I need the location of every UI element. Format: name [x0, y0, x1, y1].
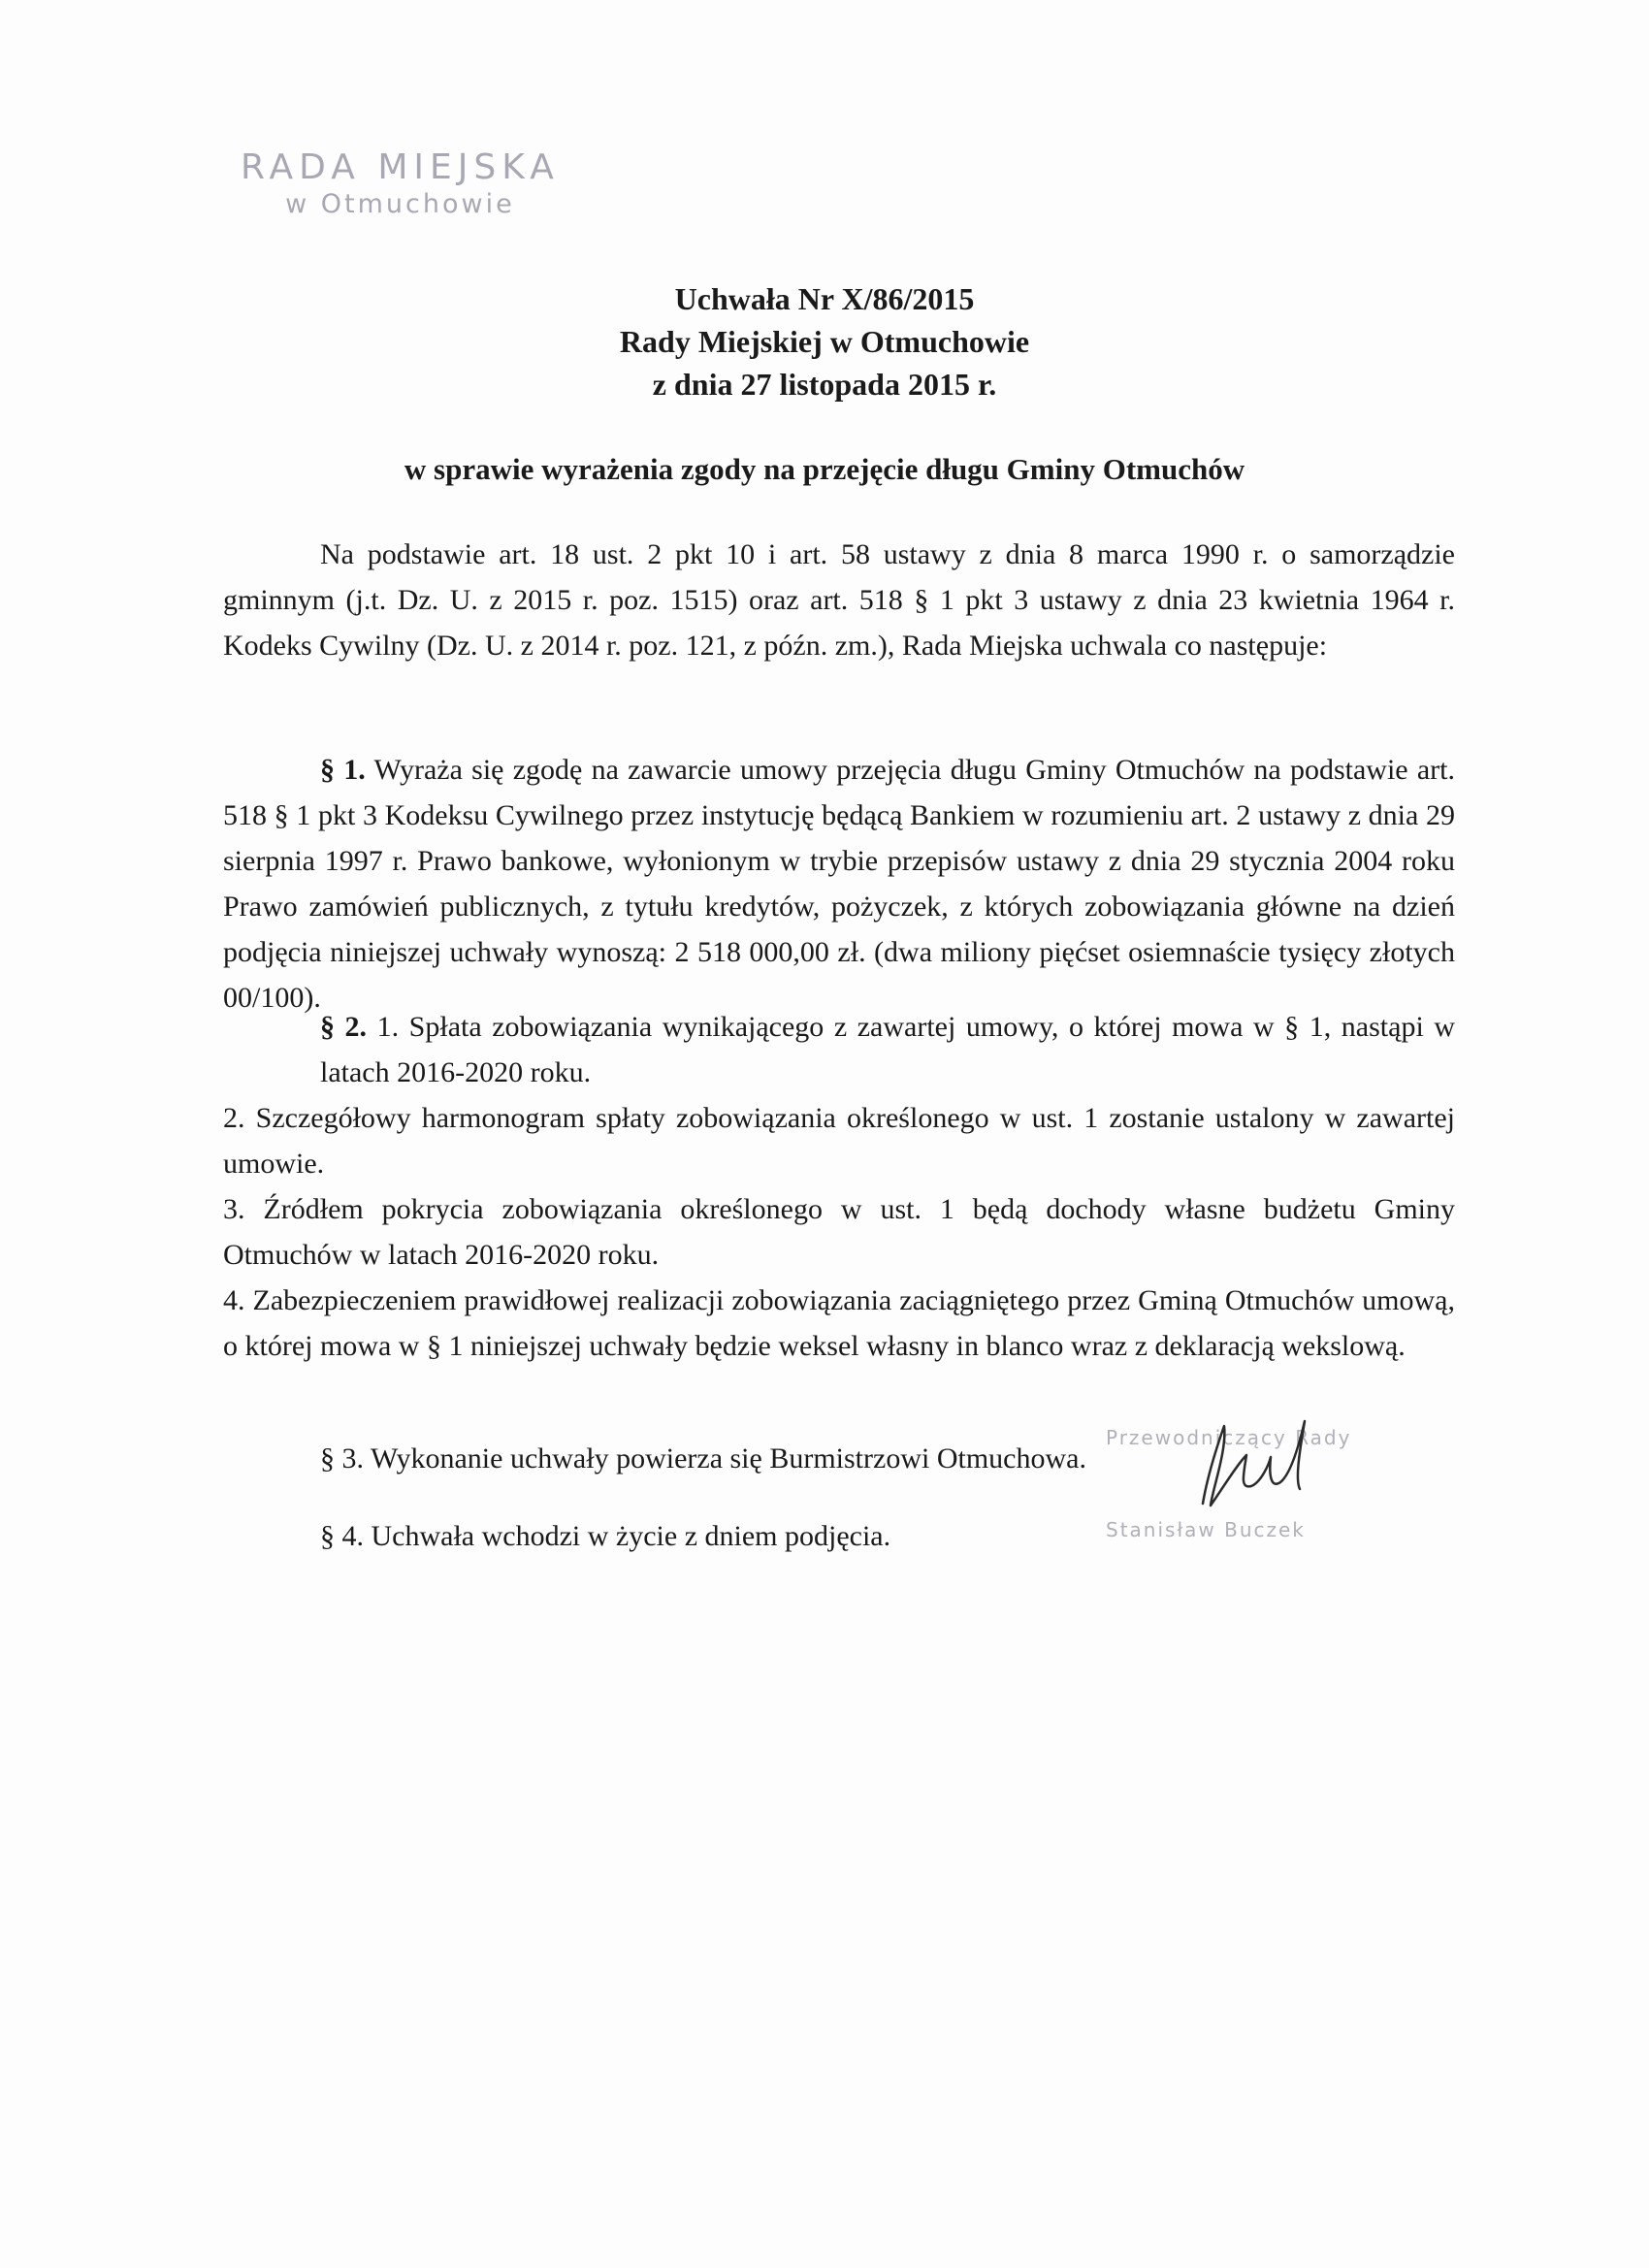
resolution-title: Uchwała Nr X/86/2015 — [674, 281, 975, 316]
section-2-block — [223, 1004, 1455, 1369]
section-2-item-4: 4. Zabezpieczeniem prawidłowej realizacji zobowiązania zaciągniętego przez Gminą Otmuchów umową, o której mowa w § 1 niniejszej uchwały będzie weksel własny in blanco wraz z deklaracją wekslową. — [223, 1284, 1455, 1362]
signature-stamp-line-1: Przewodniczący Rady — [1106, 1426, 1352, 1449]
stamp-line-2: w Otmuchowie — [285, 189, 515, 220]
handwritten-signature — [1116, 1397, 1445, 1533]
resolution-date: z dnia 27 listopada 2015 r. — [652, 367, 997, 402]
section-3-paragraph: § 3. Wykonanie uchwały powierza się Burmistrzowi Otmuchowa. — [320, 1442, 1086, 1474]
section-2-item-3: 3. Źródłem pokrycia zobowiązania określonego w ust. 1 będą dochody własne budżetu Gminy Otmuchów w latach 2016-2020 roku. — [223, 1193, 1455, 1271]
section-2-item-2: 2. Szczegółowy harmonogram spłaty zobowiązania określonego w ust. 1 zostanie ustalony w zawartej umowie. — [223, 1102, 1455, 1180]
section-4-paragraph: § 4. Uchwała wchodzi w życie z dniem podjęcia. — [320, 1520, 891, 1552]
signature-stamp-line-2: Stanisław Buczek — [1106, 1518, 1306, 1541]
section-2-item-1-text: 1. Spłata zobowiązania wynikającego z zawartej umowy, o której mowa w § 1, nastąpi w latach 2016-2020 roku. — [320, 1011, 1456, 1088]
section-1-label: § 1. — [320, 754, 366, 786]
section-2-item-1 — [223, 1004, 1455, 1095]
council-stamp — [241, 147, 560, 219]
stamp-line-1: RADA MIEJSKA — [241, 147, 560, 187]
resolution-subject: w sprawie wyrażenia zgody na przejęcie długu Gminy Otmuchów — [404, 452, 1245, 486]
section-1-paragraph — [223, 747, 1455, 1021]
section-2-label: § 2. — [320, 1011, 368, 1043]
section-1-text: Wyraża się zgodę na zawarcie umowy przejęcia długu Gminy Otmuchów na podstawie art. 518 § 1 pkt 3 Kodeksu Cywilnego przez instytucję będącą Bankiem w rozumieniu art. 2 ustawy z dnia 29 sierpnia 1997 r. Prawo bankowe, wyłonionym w trybie przepisów ustawy z dnia 29 stycznia 2004 roku Prawo zamówień publicznych, z tytułu kredytów, pożyczek, z których zobowiązania główne na dzień podjęcia niniejszej uchwały wynoszą: 2 518 000,00 zł. (dwa miliony pięćset osiemnaście tysięcy złotych 00/100). — [223, 754, 1455, 1014]
legal-basis-paragraph: Na podstawie art. 18 ust. 2 pkt 10 i art. 58 ustawy z dnia 8 marca 1990 r. o samorządzie gminnym (j.t. Dz. U. z 2015 r. poz. 1515) oraz art. 518 § 1 pkt 3 ustawy z dnia 23 kwietnia 1964 r. Kodeks Cywilny (Dz. U. z 2014 r. poz. 121, z późn. zm.), Rada Miejska uchwala co następuje: — [223, 538, 1455, 662]
resolution-issuer: Rady Miejskiej w Otmuchowie — [619, 324, 1030, 359]
